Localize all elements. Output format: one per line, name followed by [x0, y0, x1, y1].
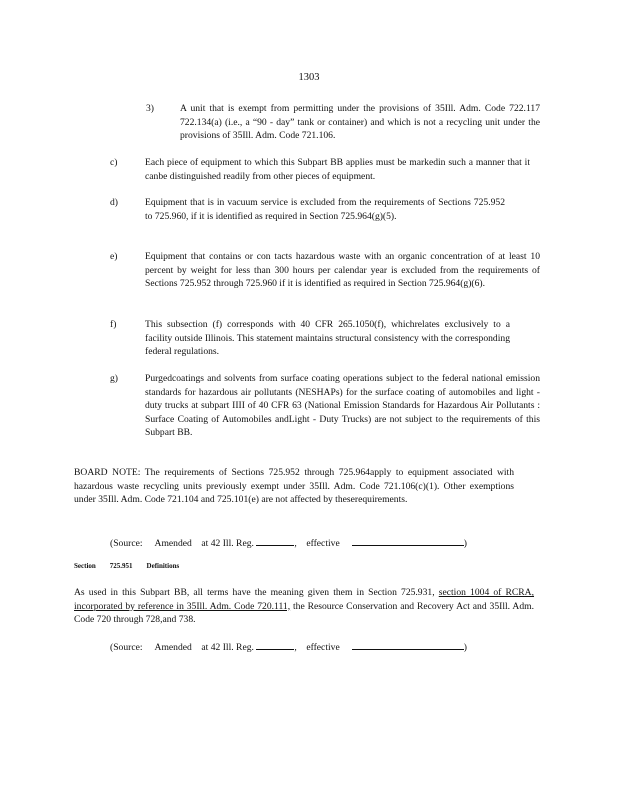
- effective-date-blank: [352, 536, 464, 546]
- item-label: g): [110, 373, 118, 384]
- item-text: A unit that is exempt from permitting under the provisions of 35Ill. Adm. Code 722.117 722.134(a) (i.e., a “90 - day” tank or container) and which is not a recycling unit under the provisions of 35Ill. Adm. Code 721.106.: [180, 103, 540, 142]
- item-text: Equipment that is in vacuum service is excluded from the requirements of Sections 725.952 to 725.960, if it is identified as required in Section 725.964(g)(5).: [145, 197, 505, 222]
- struck-reference: section 1004 of RCRA, incorporated by reference in 35Ill. Adm. Code 720.111,: [74, 587, 535, 612]
- section-heading: Section 725.951 Definitions: [74, 562, 180, 570]
- item-label: e): [110, 251, 118, 262]
- page-number: 1303: [298, 72, 320, 83]
- register-blank: [256, 640, 294, 650]
- source-note: (Source: Amended at 42 Ill. Reg. , effective ): [110, 642, 467, 653]
- item-label: d): [110, 197, 118, 208]
- item-label: c): [110, 157, 118, 168]
- register-blank: [256, 536, 294, 546]
- item-text: Each piece of equipment to which this Subpart BB applies must be markedin such a manner that it canbe distinguished readily from other pieces of equipment.: [145, 157, 530, 182]
- source-note: (Source: Amended at 42 Ill. Reg. , effective ): [110, 538, 467, 549]
- board-note: BOARD NOTE: The requirements of Sections 725.952 through 725.964apply to equipment associated with hazardous waste recycling units previously exempt under 35Ill. Adm. Code 721.106(c)(1). Other exemptions under 35Ill. Adm. Code 721.104 and 725.101(e) are not affected by theserequirements.: [74, 467, 514, 506]
- item-text: This subsection (f) corresponds with 40 CFR 265.1050(f), whichrelates exclusively to a facility outside Illinois. This statement maintains structural consistency with the corresponding federal regulations.: [145, 319, 510, 358]
- effective-date-blank: [352, 640, 464, 650]
- item-text: Purgedcoatings and solvents from surface coating operations subject to the federal national emission standards for hazardous air pollutants (NESHAPs) for the surface coating of automobiles and light -duty trucks at subpart IIII of 40 CFR 63 (National Emission Standards for Hazardous Air Pollutants : Surface Coating of Automobiles andLight - Duty Trucks) are not subject to the requirements of this Subpart BB.: [145, 373, 540, 439]
- definitions-paragraph: As used in this Subpart BB, all terms have the meaning given them in Section 725.931, section 1004 of RCRA, incorporated by reference in 35Ill. Adm. Code 720.111, the Resource Conservation and Recovery Act and 35Ill. Adm. Code 720 through 728,and 738.: [74, 587, 535, 626]
- item-label: 3): [146, 103, 154, 114]
- item-text: Equipment that contains or con tacts hazardous waste with an organic concentration of at least 10 percent by weight for less than 300 hours per calendar year is excluded from the requirements of Sections 725.952 through 725.960 if it is identified as required in Section 725.964(g)(6).: [145, 251, 540, 290]
- item-label: f): [110, 319, 117, 330]
